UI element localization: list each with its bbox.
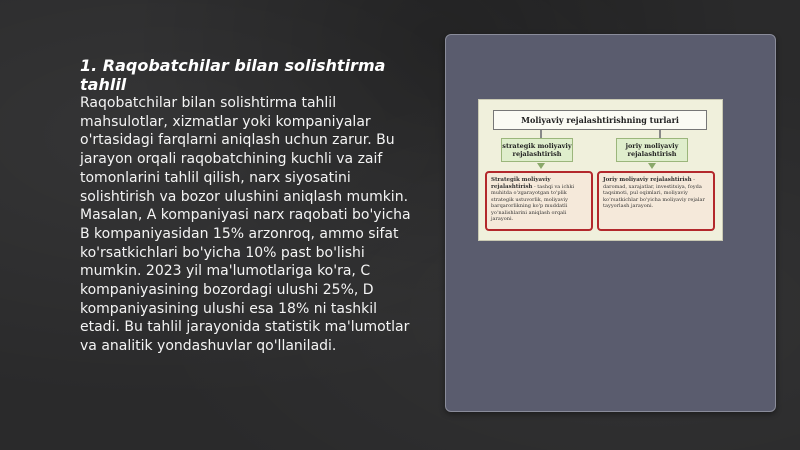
card-strategic-text: - tashqi va ichki muhitda o'zgarayotgan to'plik strategik ustuvorlik, moliyaviy barqarorlikning ko'p muddatli yoʻnalishlarini aniqlash orqali jarayoni. [491, 183, 575, 222]
card-current-title: Joriy moliyaviy rejalashtirish [603, 177, 692, 183]
connector-right [659, 130, 661, 138]
arrow-down-right [648, 163, 656, 169]
diagram-header: Moliyaviy rejalashtirishning turlari [493, 110, 707, 130]
card-strategic-title: Strategik moliyaviy rejalashtirish [491, 177, 551, 190]
card-current-text: - daromad, xarajatlar, investitsiya, foyda taqsimoti, pul oqimlari, moliyaviy koʻrsatkichlar bo'yicha moliyaviy rejalar tayyorlash jarayoni. [603, 177, 705, 209]
connector-left [540, 130, 542, 138]
diagram-node-current: joriy moliyaviy rejalashtirish [616, 138, 688, 162]
diagram-node-strategic: strategik moliyaviy rejalashtirish [501, 138, 573, 162]
diagram-card-current [597, 171, 715, 231]
slide-title: 1. Raqobatchilar bilan solishtirma tahlil [80, 56, 386, 94]
arrow-down-left [537, 163, 545, 169]
diagram-image [478, 99, 723, 241]
diagram-card-strategic [485, 171, 593, 231]
slide-body-text: Raqobatchilar bilan solishtirma tahlil mahsulotlar, xizmatlar yoki kompaniyalar o'rtasidagi farqlarni aniqlash uchun zarur. Bu jarayon orqali raqobatchining kuchli va zaif tomonlarini tahlil qilish, narx siyosatini solishtirish va bozor ulushini aniqlash mumkin. Masalan, A kompaniyasi narx raqobati bo'yicha B kompaniyasidan 15% arzonroq, ammo sifat ko'rsatkichlari bo'yicha 10% past bo'lishi mumkin. 2023 yil ma'lumotlariga ko'ra, C kompaniyasining bozordagi ulushi 25%, D kompaniyasining ulushi esa 18% ni tashkil etadi. Bu tahlil jarayonida statistik ma'lumotlar va analitik yondashuvlar qo'llaniladi. [80, 95, 411, 355]
